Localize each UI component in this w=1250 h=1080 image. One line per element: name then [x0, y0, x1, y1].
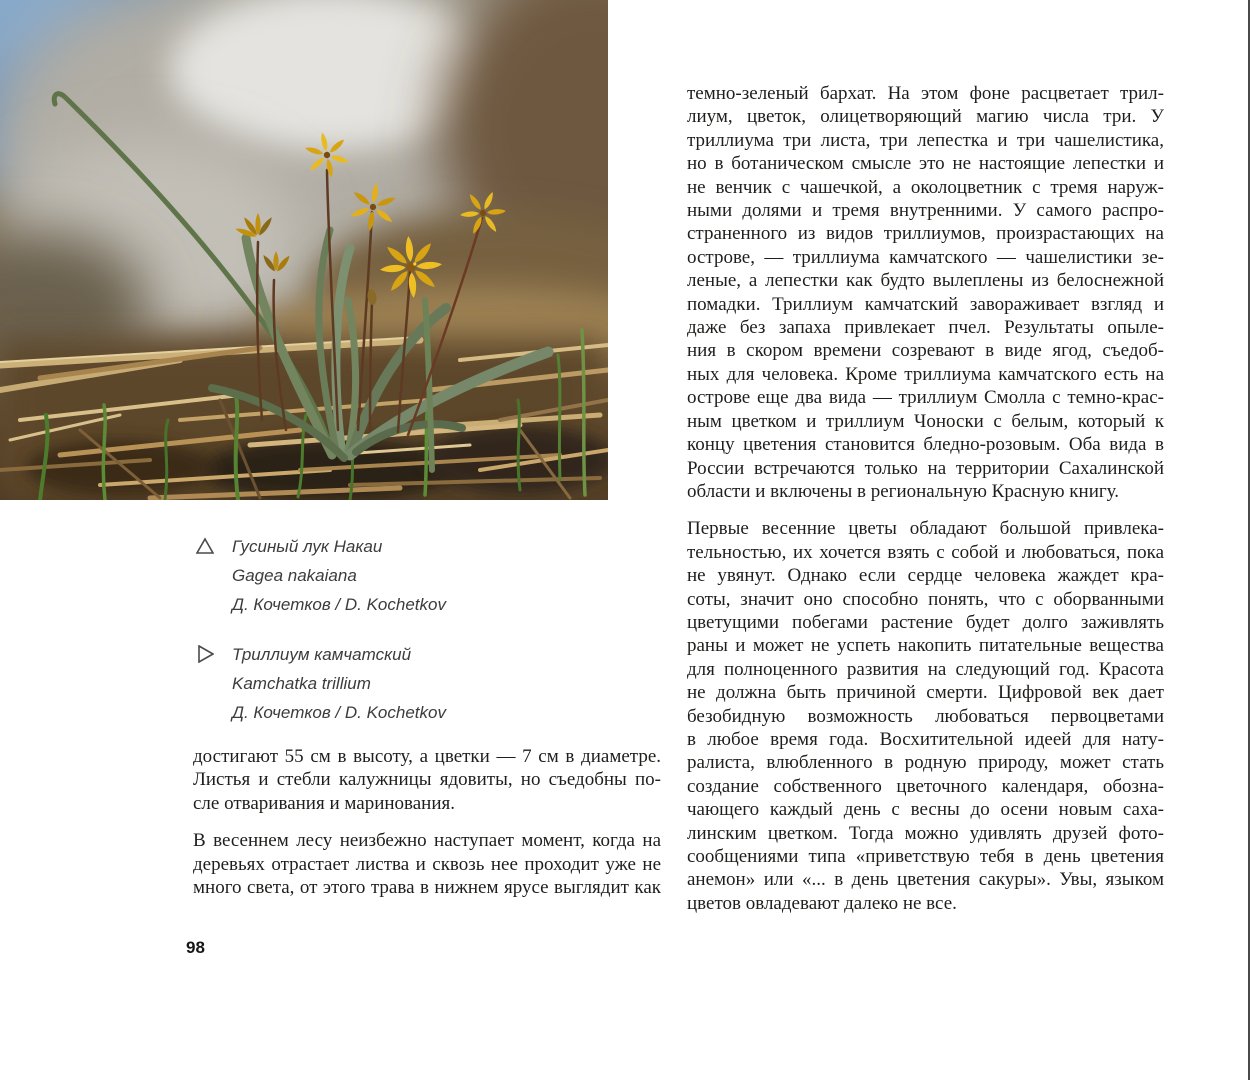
text-line: острове, — триллиума камчатского — чашелистики зе- — [687, 246, 1164, 268]
text-line: создание собственного цветочного календаря, обозна- — [687, 775, 1164, 797]
text-line: ным цветком и триллиум Чоноски с белым, который к — [687, 410, 1164, 432]
right-text-column — [687, 82, 1164, 929]
text-line: не венчик с чашечкой, а околоцветник с тремя наруж- — [687, 176, 1164, 198]
photo-illustration — [0, 0, 608, 500]
text-line: области и включены в региональную Красную книгу. — [687, 480, 1120, 502]
caption-gagea — [196, 532, 616, 619]
paragraph — [687, 82, 1164, 503]
caption-title-ru: Триллиум камчатский — [232, 645, 412, 664]
caption-trillium — [196, 640, 616, 727]
text-line: темно-зеленый бархат. На этом фоне расцветает трил- — [687, 83, 1164, 104]
text-line: линским цветком. Тогда можно удивлять друзей фото- — [687, 822, 1164, 844]
text-line: но в ботаническом смысле это не настоящие лепестки и — [687, 153, 1164, 175]
paragraph — [687, 517, 1164, 915]
text-line: не должна быть причиной смерти. Цифровой век дает — [687, 682, 1164, 704]
text-line: тельностью, их хочется взять с собой и любоваться, пока — [687, 541, 1164, 563]
caption-title-latin: Kamchatka trillium — [232, 674, 371, 693]
text-line: концу цветения становится бледно-розовым. Оба вида в — [687, 434, 1164, 456]
text-line: сообщениями типа «приветствую тебя в день цветения — [687, 846, 1164, 867]
text-line: цветов овладевают далеко не все. — [687, 892, 957, 914]
text-line: ных для человека. Кроме триллиума камчатского есть на — [687, 363, 1164, 385]
photo-gagea-nakaiana — [0, 0, 608, 500]
text-line: анемон» или «... в день цветения сакуры». Увы, языком — [687, 869, 1164, 891]
text-line: леные, а лепестки как будто вылеплены из белоснежной — [687, 270, 1164, 292]
text-line: раны и может не успеть накопить питательные вещества — [687, 635, 1164, 657]
text-line: много света, от этого трава в нижнем ярусе выглядит как — [193, 877, 661, 899]
caption-title-ru: Гусиный лук Накаи — [232, 537, 383, 556]
text-line: острове еще два вида — триллиум Смолла с темно-крас- — [687, 387, 1164, 409]
left-text-column — [193, 745, 661, 913]
page-number: 98 — [186, 938, 205, 957]
text-line: В весеннем лесу неизбежно наступает момент, когда на — [193, 830, 661, 852]
text-line: страненного из видов триллиумов, произрастающих на — [687, 223, 1164, 245]
text-line: помадки. Триллиум камчатский завораживает взгляд и — [687, 293, 1164, 315]
up-triangle-icon — [196, 537, 214, 555]
text-line: лиум, цветок, олицетворяющий магию числа три. У — [687, 106, 1164, 128]
text-line: ния в скором времени созревают в виде ягод, съедоб- — [687, 340, 1164, 362]
text-line: чающего каждый день с весны до осени новым саха- — [687, 799, 1164, 821]
text-line: деревьях отрастает листва и сквозь нее проходит уже не — [193, 853, 661, 875]
text-line: ралиста, влюбленного в родную природу, может стать — [687, 752, 1164, 774]
text-line: Первые весенние цветы обладают большой привлека- — [687, 518, 1164, 540]
text-line: достигают 55 см в высоту, а цветки — 7 см в диаметре. — [193, 746, 661, 767]
caption-credit: Д. Кочетков / D. Kochetkov — [232, 703, 446, 722]
text-line: цветущими побегами растение будет долго заживлять — [687, 611, 1164, 633]
caption-title-latin: Gagea nakaiana — [232, 566, 357, 585]
text-line: соты, значит оно способно понять, что с оборванными — [687, 588, 1164, 610]
text-line: даже без запаха привлекает пчел. Результаты опыле- — [687, 317, 1164, 339]
photo-captions — [196, 532, 616, 748]
paragraph — [193, 745, 661, 815]
text-line: для полноценного развития на следующий год. Красота — [687, 658, 1164, 680]
text-line: Листья и стебли калужницы ядовиты, но съедобны по- — [193, 769, 661, 791]
paragraph — [193, 829, 661, 899]
text-line: не увянут. Однако если сердце человека жаждет кра- — [687, 565, 1164, 587]
text-line: триллиума три листа, три лепестка и три чашелистика, — [687, 129, 1164, 151]
text-line: России встречаются только на территории Сахалинской — [687, 457, 1164, 479]
text-line: ными долями и тремя внутренними. У самого распро- — [687, 200, 1164, 222]
caption-credit: Д. Кочетков / D. Kochetkov — [232, 595, 446, 614]
text-line: безобидную возможность любоваться первоцветами — [687, 705, 1164, 727]
text-line: сле отваривания и маринования. — [193, 792, 456, 814]
right-triangle-icon — [196, 645, 214, 663]
text-line: в любое время года. Восхитительной идеей для нату- — [687, 728, 1164, 750]
